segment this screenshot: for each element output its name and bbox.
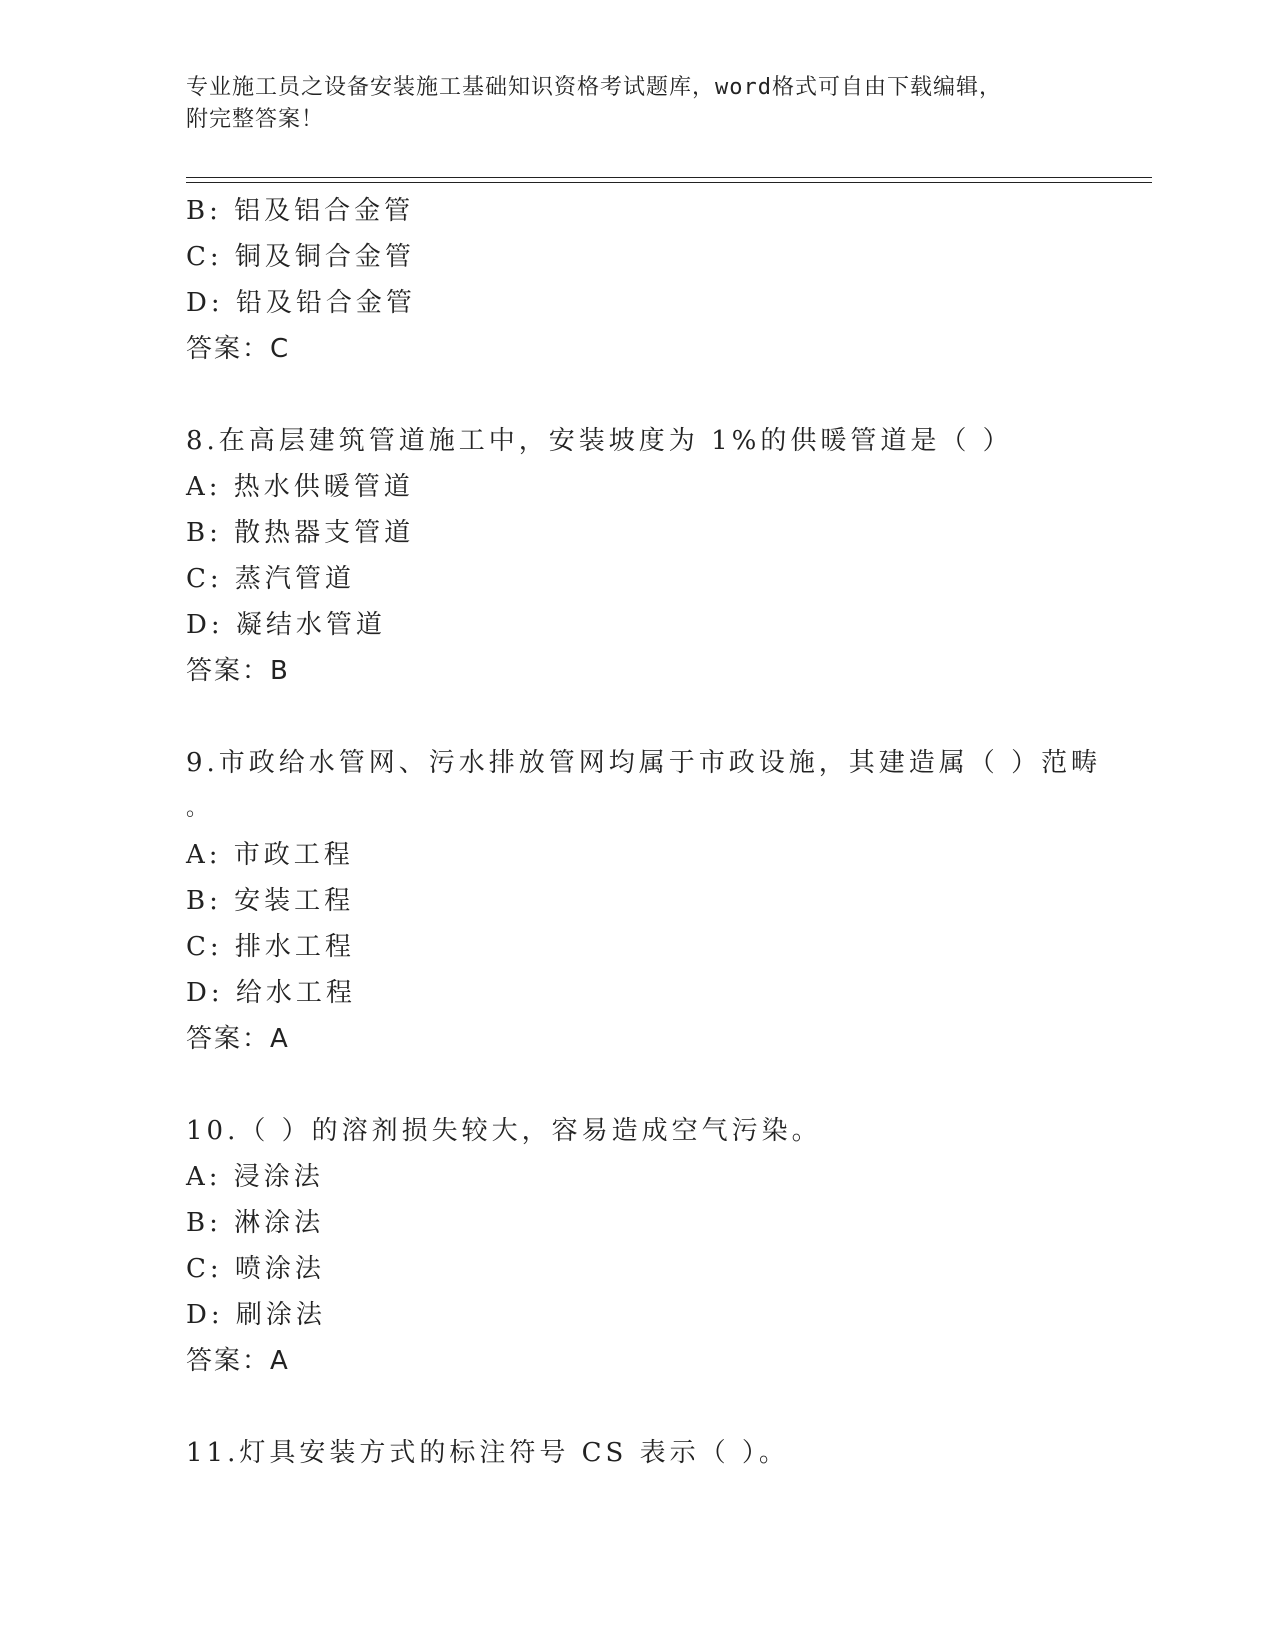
option-d: D: 凝结水管道 — [186, 610, 386, 640]
option-a: A: 浸涂法 — [186, 1162, 324, 1192]
option-d: D: 铅及铅合金管 — [186, 288, 416, 318]
spacer — [186, 1384, 1146, 1430]
header-rule-top — [186, 177, 1152, 178]
question-list — [186, 188, 1146, 1476]
option-c: C: 蒸汽管道 — [186, 564, 355, 594]
option-a: A: 热水供暖管道 — [186, 472, 414, 502]
question-8 — [186, 418, 1146, 694]
question-7-tail — [186, 188, 1146, 372]
header-line-1: 专业施工员之设备安装施工基础知识资格考试题库，word格式可自由下载编辑， — [186, 75, 1002, 100]
option-c: C: 铜及铜合金管 — [186, 242, 415, 272]
question-stem: 9.市政给水管网、污水排放管网均属于市政设施，其建造属（ ）范畴 — [186, 748, 1102, 778]
answer: 答案：B — [186, 656, 290, 686]
spacer — [186, 1062, 1146, 1108]
option-b: B: 淋涂法 — [186, 1208, 325, 1238]
spacer — [186, 372, 1146, 418]
spacer — [186, 694, 1146, 740]
question-stem: 11.灯具安装方式的标注符号 CS 表示（ ）。 — [186, 1438, 789, 1468]
option-b: B: 散热器支管道 — [186, 518, 415, 548]
question-stem: 10.（ ）的溶剂损失较大，容易造成空气污染。 — [186, 1116, 822, 1146]
option-c: C: 喷涂法 — [186, 1254, 325, 1284]
question-stem: 8.在高层建筑管道施工中，安装坡度为 1%的供暖管道是（ ） — [186, 426, 1013, 456]
question-11 — [186, 1430, 1146, 1476]
answer: 答案：C — [186, 334, 291, 364]
answer: 答案：A — [186, 1024, 290, 1054]
option-b: B: 安装工程 — [186, 886, 355, 916]
option-d: D: 给水工程 — [186, 978, 356, 1008]
question-9 — [186, 740, 1146, 1062]
header-line-2: 附完整答案！ — [186, 107, 325, 132]
option-b: B: 铝及铝合金管 — [186, 196, 415, 226]
document-header — [186, 72, 1086, 136]
option-c: C: 排水工程 — [186, 932, 355, 962]
option-d: D: 刷涂法 — [186, 1300, 326, 1330]
question-10 — [186, 1108, 1146, 1384]
header-rule-bottom — [186, 182, 1152, 183]
answer: 答案：A — [186, 1346, 290, 1376]
question-stem-continuation: 。 — [186, 796, 213, 821]
option-a: A: 市政工程 — [186, 840, 354, 870]
